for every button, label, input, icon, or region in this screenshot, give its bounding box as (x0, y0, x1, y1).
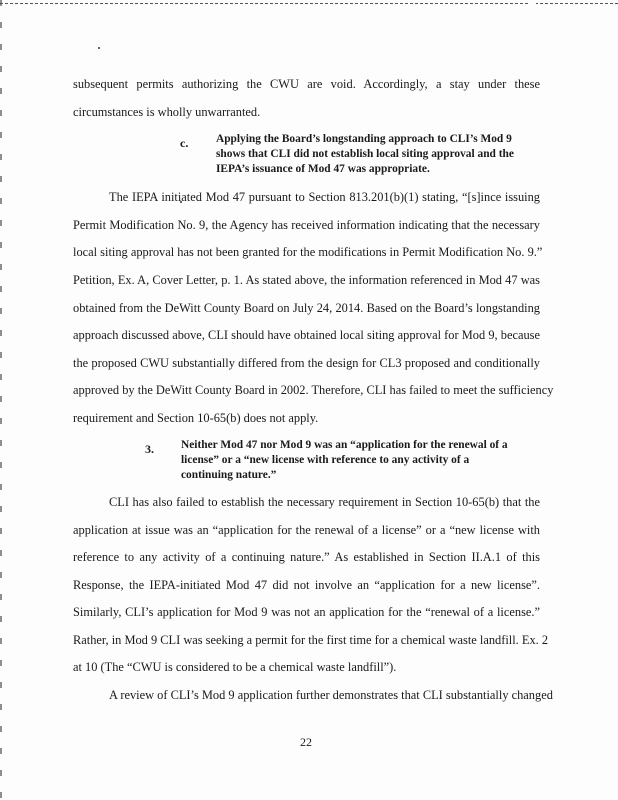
top-border-gap (530, 0, 536, 8)
paragraph-line: requirement and Section 10-65(b) does not apply. (73, 411, 319, 425)
paragraph-line: The IEPA initiated Mod 47 pursuant to Section 813.201(b)(1) stating, “[s]ince issuing (109, 190, 540, 204)
scan-edge-marks (0, 0, 2, 800)
section-number: c. (180, 136, 189, 150)
section-number: 3. (145, 442, 154, 456)
top-border-line (0, 3, 618, 4)
page-number: 22 (300, 735, 312, 749)
paragraph-line: at 10 (The “CWU is considered to be a chemical waste landfill”). (73, 660, 397, 674)
scan-speck (98, 47, 100, 49)
paragraph-line: A review of CLI’s Mod 9 application further demonstrates that CLI substantially changed (109, 688, 553, 702)
section-heading-line: IEPA’s issuance of Mod 47 was appropriate. (216, 163, 430, 175)
section-heading-line: Applying the Board’s longstanding approach to CLI’s Mod 9 (216, 133, 512, 145)
paragraph-line: approved by the DeWitt County Board in 2002. Therefore, CLI has failed to meet the sufficiency (73, 383, 554, 397)
paragraph-line: Similarly, CLI’s application for Mod 9 was not an application for the “renewal of a license.” (73, 605, 540, 619)
paragraph-line: obtained from the DeWitt County Board on July 24, 2014. Based on the Board’s longstanding (73, 301, 540, 315)
paragraph-line: circumstances is wholly unwarranted. (73, 105, 261, 119)
paragraph-line: reference to any activity of a continuing nature.” As established in Section II.A.1 of this (73, 550, 540, 564)
paragraph-line: subsequent permits authorizing the CWU are void. Accordingly, a stay under these (73, 77, 540, 91)
section-heading-line: Neither Mod 47 nor Mod 9 was an “application for the renewal of a (181, 439, 508, 451)
section-heading-line: shows that CLI did not establish local siting approval and the (216, 148, 514, 160)
paragraph-line: Rather, in Mod 9 CLI was seeking a permit for the first time for a chemical waste landfill. Ex. 2 (73, 633, 549, 647)
paragraph-line: application at issue was an “application for the renewal of a license” or a “new license with (73, 523, 540, 537)
paragraph-line: the proposed CWU substantially differed from the design for CL3 proposed and conditionally (73, 356, 540, 370)
paragraph-line: CLI has also failed to establish the necessary requirement in Section 10-65(b) that the (109, 495, 540, 509)
paragraph-line: Response, the IEPA-initiated Mod 47 did not involve an “application for a new license”. (73, 578, 540, 592)
paragraph-line: Permit Modification No. 9, the Agency has received information indicating that the necessary (73, 218, 540, 232)
paragraph-line: Petition, Ex. A, Cover Letter, p. 1. As stated above, the information referenced in Mod 47 was (73, 273, 540, 287)
section-heading-line: continuing nature.” (181, 469, 277, 481)
paragraph-line: local siting approval has not been granted for the modifications in Permit Modification No. 9.” (73, 245, 543, 259)
paragraph-line: approach discussed above, CLI should have obtained local siting approval for Mod 9, because (73, 328, 540, 342)
section-heading-line: license” or a “new license with reference to any activity of a (181, 454, 470, 466)
